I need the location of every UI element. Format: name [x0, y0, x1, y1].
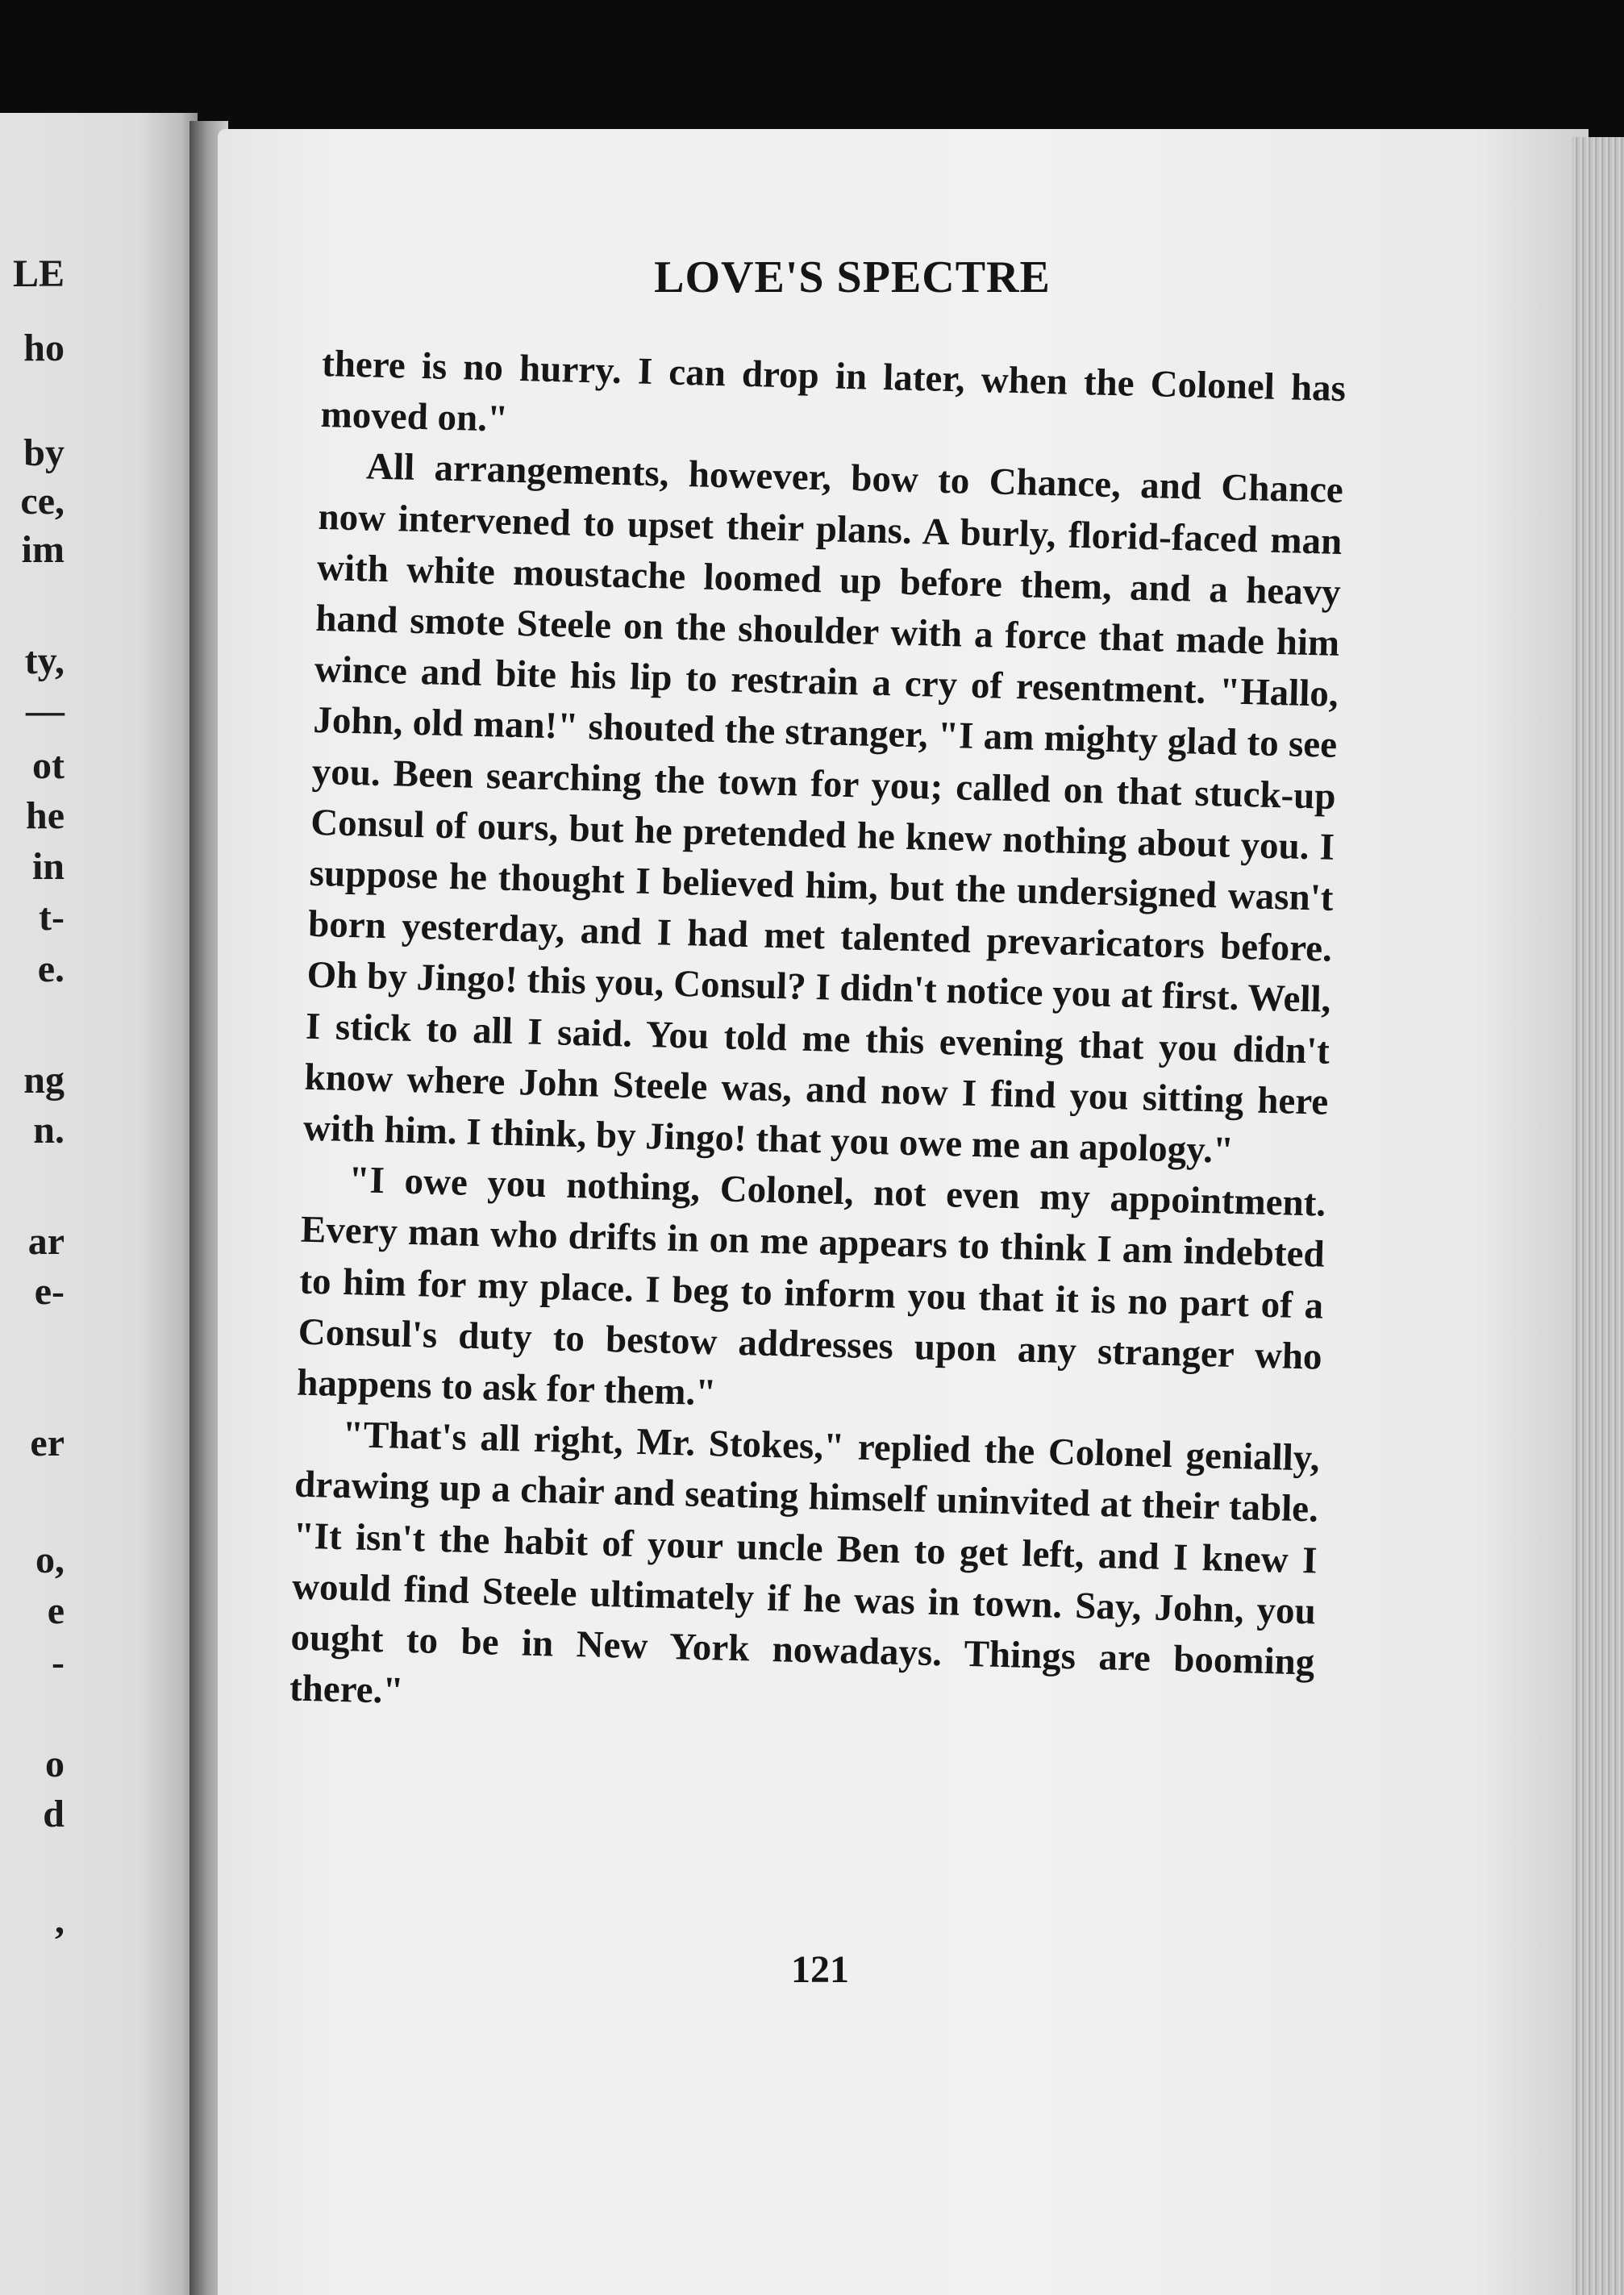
fragment-line: ,: [55, 1899, 65, 1942]
paragraph: All arrangements, however, bow to Chance, and Chance now intervened to upset their plans. A burly, florid-faced man with white moustache loomed up before them, and a heavy hand smote Steele on the shoulder with a force that made him wince and bite his lip to restrain a cry of resentment. "Hallo, John, old man!" shouted the stranger, "I am mighty glad to see you. Been searching the town for you; called on that stuck-up Consul of ours, but he pretended he knew nothing about you. I suppose he thought I believed him, but the undersigned wasn't born yesterday, and I had met talented prevaricators before. Oh by Jingo! this you, Consul? I didn't notice you at first. Well, I stick to all I said. You told me this evening that you didn't know where John Steele was, and now I find you sitting here with him. I think, by Jingo! that you owe me an apology.": [302, 445, 1344, 1172]
fragment-line: LE: [12, 252, 65, 295]
fragment-line: e-: [34, 1270, 65, 1313]
page-number: 121: [791, 1948, 849, 1991]
fragment-line: ar: [27, 1220, 65, 1263]
fragment-line: he: [26, 794, 65, 837]
fragment-line: in: [31, 845, 65, 888]
fragment-line: ty,: [24, 639, 65, 682]
fragment-line: ot: [32, 744, 65, 787]
fragment-line: ho: [23, 327, 65, 369]
fragment-line: o: [45, 1743, 65, 1785]
fragment-line: by: [23, 431, 65, 474]
fragment-line: ng: [23, 1059, 65, 1102]
fragment-line: er: [30, 1422, 65, 1464]
body-text: [289, 339, 1346, 1739]
fragment-line: im: [21, 528, 65, 571]
paragraph: there is no hurry. I can drop in later, when the Colonel has moved on.": [320, 342, 1347, 440]
running-head: LOVE'S SPECTRE: [654, 252, 1051, 302]
paragraph: "That's all right, Mr. Stokes," replied the Colonel genially, drawing up a chair and seating himself uninvited at their table. "It isn't the habit of your uncle Ben to get left, and I knew I would find Steele ultimately if he was in town. Say, John, you ought to be in New York nowadays. Things are booming there.": [289, 1414, 1321, 1713]
fragment-line: d: [43, 1793, 65, 1835]
fragment-line: ce,: [20, 480, 65, 523]
fragment-line: n.: [33, 1109, 65, 1152]
fragment-line: o,: [35, 1539, 65, 1581]
fragment-line: e.: [37, 948, 65, 990]
scan-background: [0, 0, 1624, 137]
fragment-line: t-: [39, 896, 65, 939]
fragment-line: —: [26, 689, 65, 732]
fragment-line: -: [52, 1641, 65, 1684]
paragraph: "I owe you nothing, Colonel, not even my appointment. Every man who drifts in on me appears to think I am indebted to him for my place. I beg to inform you that it is no part of a Consul's duty to bestow addresses upon any stranger who happens to ask for them.": [296, 1159, 1326, 1414]
fragment-line: e: [47, 1589, 65, 1632]
